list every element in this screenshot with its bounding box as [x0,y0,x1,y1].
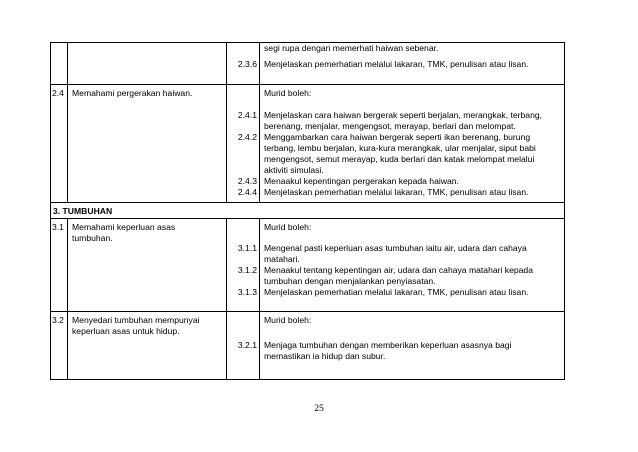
column-divider [67,42,68,202]
item-text: memastikan ia hidup dan subur. [264,351,386,361]
table-border-left [50,42,51,380]
item-text: tumbuhan dengan menjalankan penyiasatan. [264,276,436,286]
item-text: aktiviti simulasi. [264,165,324,175]
row-divider [50,84,565,85]
item-text: berenang, menjalar, mengengsot, merayap, berlari dan melompat. [264,121,516,131]
column-divider [259,218,260,380]
learning-intro: Murid boleh: [264,88,312,98]
item-text: Menjaga tumbuhan dengan memberikan keperluan asasnya bagi [264,340,512,350]
row-divider [50,202,565,203]
content-standard: Memahami keperluan asas [72,222,176,232]
page-number: 25 [314,404,324,414]
item-text: Menjelaskan pemerhatian melalui lakaran, TMK, penulisan atau lisan. [264,59,529,69]
standard-code: 3.1 [52,222,64,232]
item-number: 2.4.3 [237,176,257,186]
item-text: mengengsot, semut merayap, kuda berlari dan katak melompat melalui [264,154,535,164]
row-divider [50,218,565,219]
curriculum-table [50,42,565,380]
item-text: terbang, lembu berjalan, kura-kura merangkak, ular menjalar, siput babi [264,143,536,153]
item-number: 2.3.6 [237,59,257,69]
content-standard: keperluan asas untuk hidup. [72,326,180,336]
item-text: matahari. [264,254,300,264]
content-standard: Menyedari tumbuhan mempunyai [72,315,200,325]
item-text: Menjelaskan cara haiwan bergerak seperti berjalan, merangkak, terbang, [264,110,543,120]
learning-intro: Murid boleh: [264,222,312,232]
item-number: 3.1.1 [237,243,257,253]
section-heading: 3. TUMBUHAN [53,206,113,216]
item-number: 2.4.1 [237,110,257,120]
content-standard: tumbuhan. [72,233,113,243]
item-number: 3.1.3 [237,287,257,297]
standard-code: 2.4 [52,88,64,98]
item-text: Menggambarkan cara haiwan bergerak seperti ikan berenang, burung [264,132,531,142]
continued-text: segi rupa dengan memerhati haiwan sebenar. [264,43,439,53]
column-divider [67,218,68,380]
item-text: Menaakul tentang kepentingan air, udara dan cahaya matahari kepada [264,265,533,275]
item-number: 3.1.2 [237,265,257,275]
learning-intro: Murid boleh: [264,315,312,325]
item-text: Mengenal pasti keperluan asas tumbuhan iaitu air, udara dan cahaya [264,243,527,253]
content-standard: Memahami pergerakan haiwan. [72,88,193,98]
column-divider [259,42,260,202]
item-number: 3.2.1 [237,340,257,350]
item-text: Menjelaskan pemerhatian melalui lakaran, TMK, penulisan atau lisan. [264,287,529,297]
row-divider [50,311,565,312]
table-border-right [564,42,565,380]
item-number: 2.4.2 [237,132,257,142]
item-text: Menaakul kepentingan pergerakan kepada haiwan. [264,176,459,186]
standard-code: 3.2 [52,315,64,325]
item-text: Menjelaskan pemerhatian melalui lakaran, TMK, penulisan atau lisan. [264,187,529,197]
item-number: 2.4.4 [237,187,257,197]
table-border-bottom [50,379,565,380]
